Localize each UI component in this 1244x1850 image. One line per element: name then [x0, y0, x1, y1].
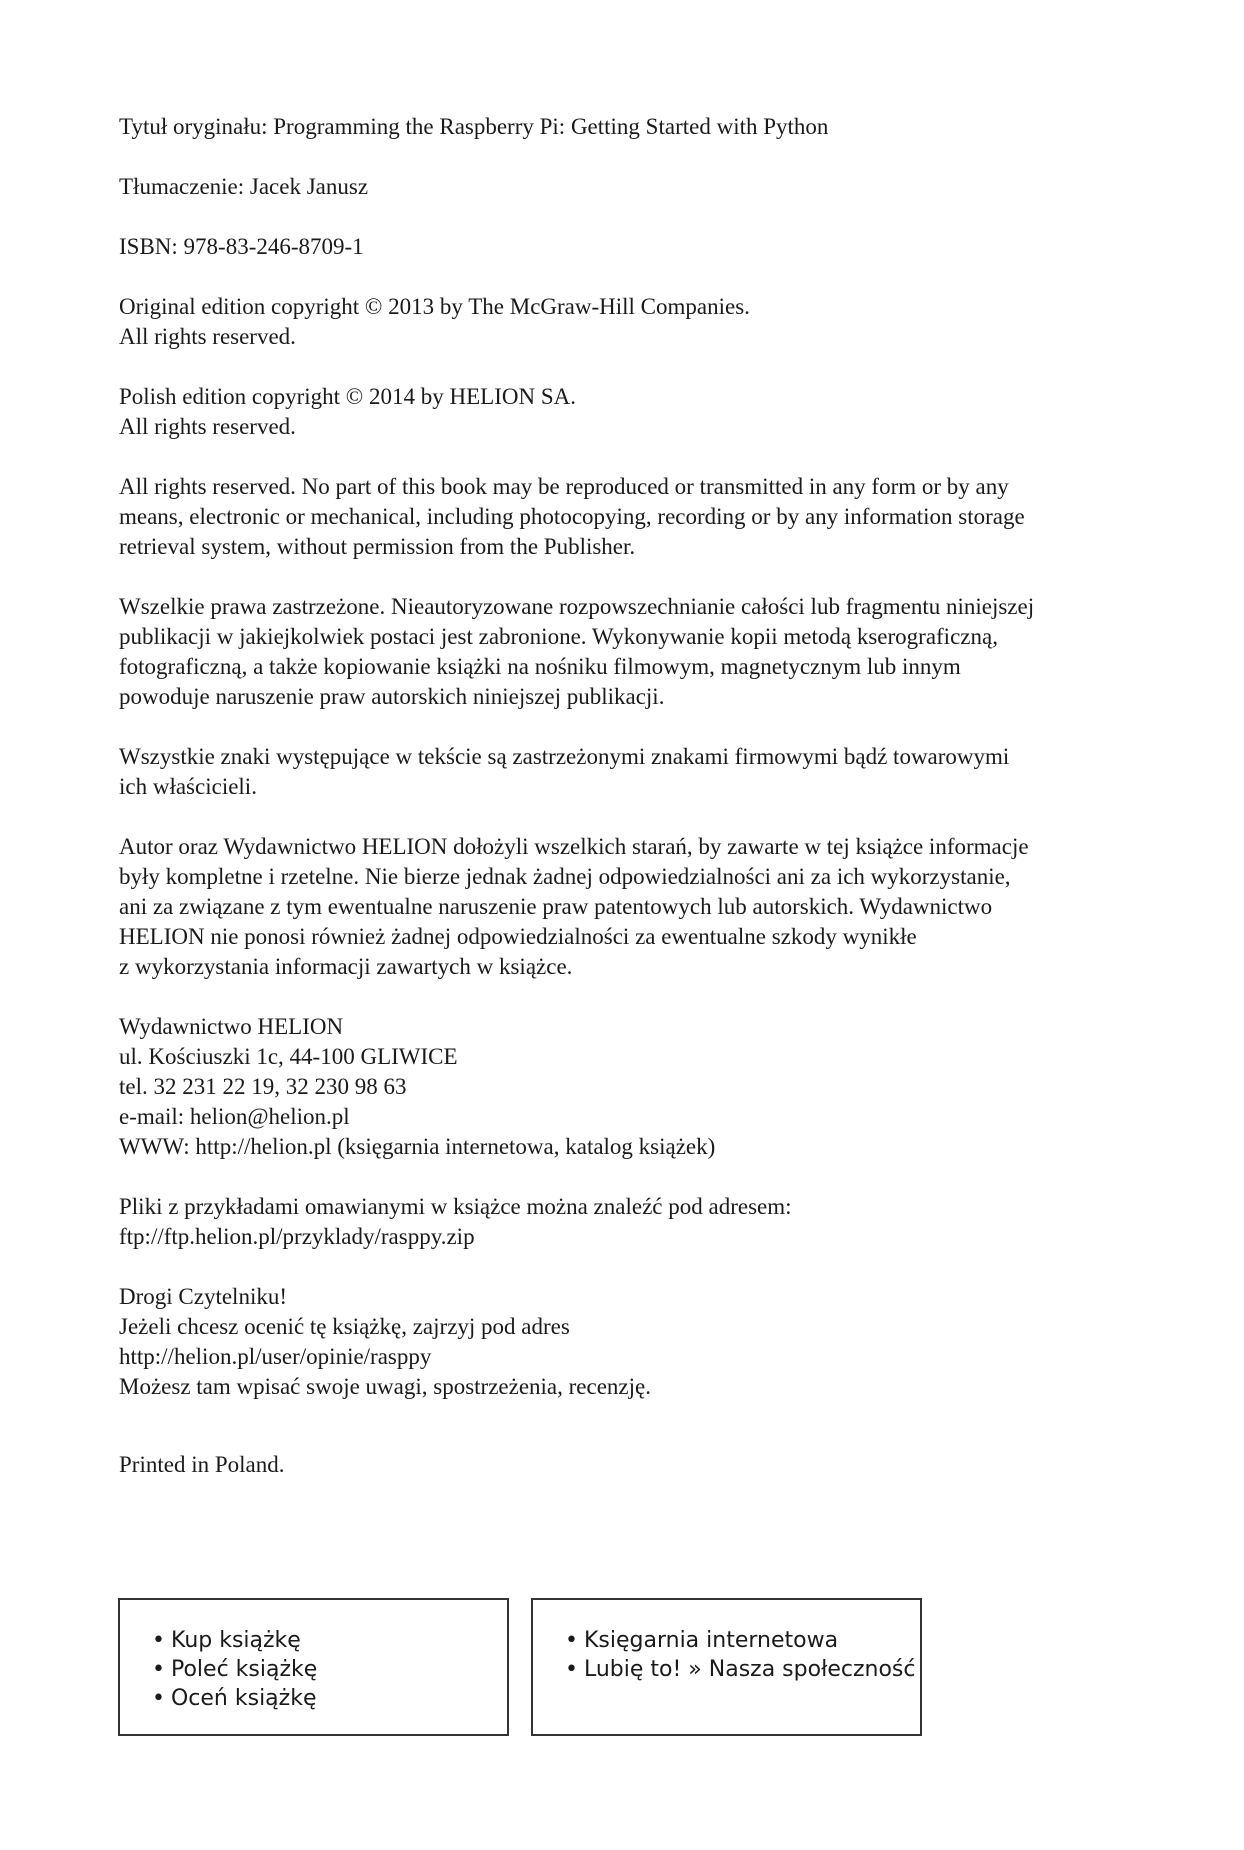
- online-bookstore-label: Księgarnia internetowa: [583, 1628, 839, 1653]
- recommend-book-link[interactable]: [152, 1655, 317, 1684]
- community-label: Lubię to! » Nasza społeczność: [583, 1657, 916, 1682]
- reader-greeting: Drogi Czytelniku!: [119, 1284, 287, 1309]
- polish-copyright-line: Polish edition copyright © 2014 by HELION SA.: [119, 384, 577, 409]
- publisher-phone: tel. 32 231 22 19, 32 230 98 63: [119, 1074, 407, 1099]
- printed-in: [119, 1450, 1129, 1480]
- rights-english-line: All rights reserved. No part of this book may be reproduced or transmitted in any form or by any: [119, 474, 1009, 499]
- original-title: [119, 112, 1129, 142]
- trademarks-line: ich właścicieli.: [119, 774, 257, 799]
- bullet-icon: •: [565, 1657, 578, 1682]
- book-actions-box: [118, 1598, 509, 1736]
- community-link[interactable]: [565, 1655, 915, 1684]
- reader-note-line: Jeżeli chcesz ocenić tę książkę, zajrzyj pod adres: [119, 1314, 570, 1339]
- translation-credit: [119, 172, 1129, 202]
- bullet-icon: •: [152, 1686, 165, 1711]
- examples-download: [119, 1192, 1129, 1252]
- isbn: [119, 232, 1129, 262]
- publisher-name: Wydawnictwo HELION: [119, 1014, 344, 1039]
- rights-polish-line: Wszelkie prawa zastrzeżone. Nieautoryzowane rozpowszechnianie całości lub fragmentu niniejszej: [119, 594, 1035, 619]
- rights-english-line: means, electronic or mechanical, including photocopying, recording or by any information storage: [119, 504, 1025, 529]
- polish-copyright: [119, 382, 1129, 442]
- publisher-website: WWW: http://helion.pl (księgarnia internetowa, katalog książek): [119, 1134, 716, 1159]
- recommend-book-label: Poleć książkę: [170, 1657, 318, 1682]
- disclaimer-line: były kompletne i rzetelne. Nie bierze jednak żadnej odpowiedzialności ani za ich wykorzystanie,: [119, 864, 1011, 889]
- reader-note-line: Możesz tam wpisać swoje uwagi, spostrzeżenia, recenzję.: [119, 1374, 651, 1399]
- bullet-icon: •: [152, 1657, 165, 1682]
- reader-note-url: http://helion.pl/user/opinie/rasppy: [119, 1344, 432, 1369]
- printed-in-line: Printed in Poland.: [119, 1452, 285, 1477]
- copyright-page: [119, 112, 1129, 1510]
- original-copyright: [119, 292, 1129, 352]
- bullet-icon: •: [565, 1628, 578, 1653]
- community-box: [531, 1598, 922, 1736]
- examples-line: Pliki z przykładami omawianymi w książce można znaleźć pod adresem:: [119, 1194, 792, 1219]
- publisher-street: ul. Kościuszki 1c, 44-100 GLIWICE: [119, 1044, 458, 1069]
- original-title-line: Tytuł oryginału: Programming the Raspberry Pi: Getting Started with Python: [119, 114, 829, 139]
- publisher-address: [119, 1012, 1129, 1162]
- book-actions-list: [152, 1626, 317, 1713]
- polish-copyright-line: All rights reserved.: [119, 414, 296, 439]
- original-copyright-line: Original edition copyright © 2013 by The McGraw-Hill Companies.: [119, 294, 750, 319]
- rights-polish-line: fotograficzną, a także kopiowanie książki na nośniku filmowym, magnetycznym lub innym: [119, 654, 961, 679]
- reader-note: [119, 1282, 1129, 1402]
- isbn-line: ISBN: 978-83-246-8709-1: [119, 234, 364, 259]
- rights-english-line: retrieval system, without permission from the Publisher.: [119, 534, 636, 559]
- rate-book-link[interactable]: [152, 1684, 317, 1713]
- rights-polish: [119, 592, 1129, 712]
- bullet-icon: •: [152, 1628, 165, 1653]
- disclaimer-line: ani za związane z tym ewentualne naruszenie praw patentowych lub autorskich. Wydawnictwo: [119, 894, 993, 919]
- community-list: [565, 1626, 915, 1684]
- buy-book-label: Kup książkę: [170, 1628, 301, 1653]
- rights-english: [119, 472, 1129, 562]
- buy-book-link[interactable]: [152, 1626, 317, 1655]
- rate-book-label: Oceń książkę: [170, 1686, 317, 1711]
- rights-polish-line: publikacji w jakiejkolwiek postaci jest zabronione. Wykonywanie kopii metodą kserograficzną,: [119, 624, 998, 649]
- disclaimer: [119, 832, 1129, 982]
- publisher-email: e-mail: helion@helion.pl: [119, 1104, 350, 1129]
- disclaimer-line: z wykorzystania informacji zawartych w książce.: [119, 954, 573, 979]
- original-copyright-line: All rights reserved.: [119, 324, 296, 349]
- online-bookstore-link[interactable]: [565, 1626, 915, 1655]
- examples-url: ftp://ftp.helion.pl/przyklady/rasppy.zip: [119, 1224, 475, 1249]
- trademarks-note: [119, 742, 1129, 802]
- translation-line: Tłumaczenie: Jacek Janusz: [119, 174, 369, 199]
- disclaimer-line: Autor oraz Wydawnictwo HELION dołożyli wszelkich starań, by zawarte w tej książce informacje: [119, 834, 1029, 859]
- disclaimer-line: HELION nie ponosi również żadnej odpowiedzialności za ewentualne szkody wynikłe: [119, 924, 917, 949]
- trademarks-line: Wszystkie znaki występujące w tekście są zastrzeżonymi znakami firmowymi bądź towarowymi: [119, 744, 1010, 769]
- rights-polish-line: powoduje naruszenie praw autorskich niniejszej publikacji.: [119, 684, 665, 709]
